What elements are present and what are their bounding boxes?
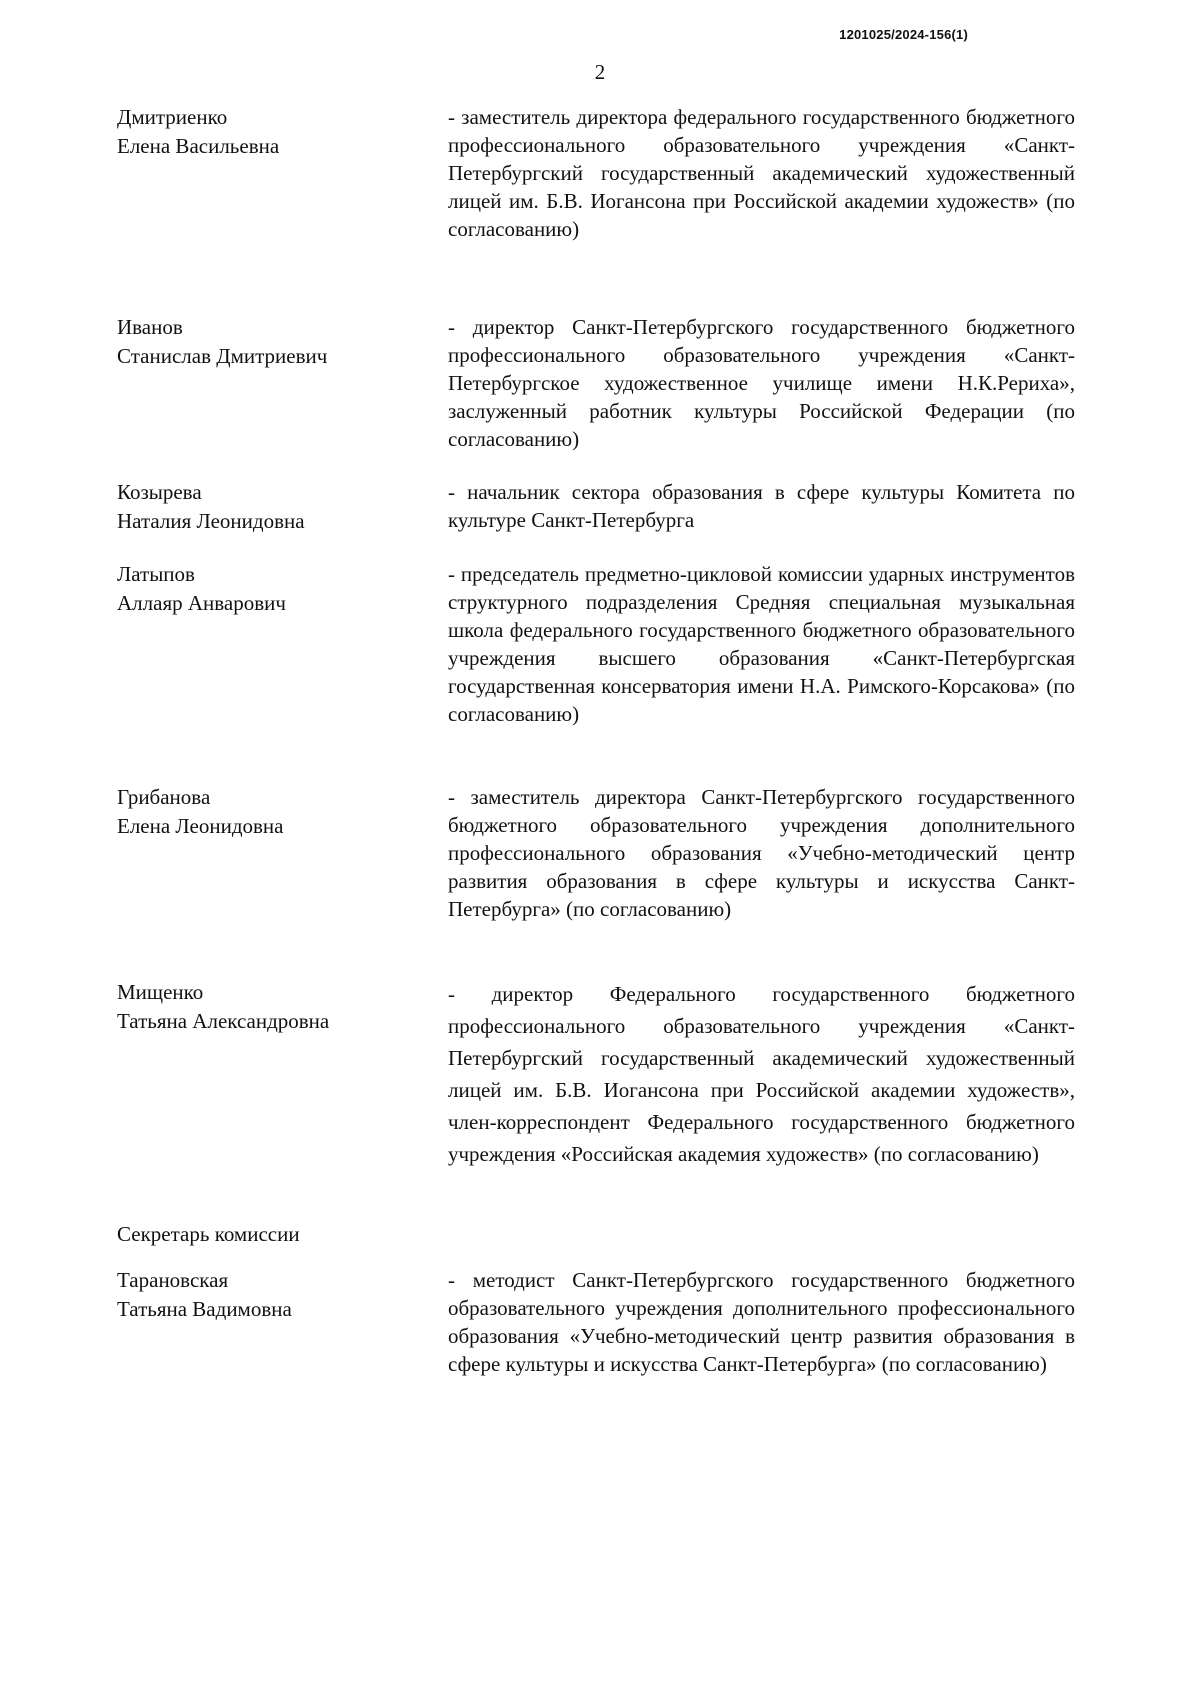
secretary-surname: Тарановская [117, 1268, 229, 1292]
member-role: - директор Федерального государственного бюджетного профессионального образовательного учреждения «Санкт-Петербургский государственный академический художественный лицей им. Б.В. Иогансона при Российской академии художеств», член-корреспондент Федерального государственного бюджетного учреждения «Российская академия художеств» (по согласованию) [448, 982, 1075, 1166]
member-surname: Латыпов [117, 562, 195, 586]
secretary-role: - методист Санкт-Петербургского государственного бюджетного образовательного учреждения дополнительного профессионального образования «Учебно-методический центр развития образования в сфере культуры и искусства Санкт-Петербурга» (по согласованию) [448, 1268, 1075, 1376]
member-role: - начальник сектора образования в сфере культуры Комитета по культуре Санкт-Петербурга [448, 480, 1075, 532]
secretary-given-names: Татьяна Вадимовна [117, 1297, 292, 1321]
member-surname: Мищенко [117, 980, 204, 1004]
member-given-names: Елена Васильевна [117, 134, 280, 158]
secretary-name [117, 1266, 437, 1324]
member-given-names: Станислав Дмитриевич [117, 344, 328, 368]
member-name [117, 478, 437, 536]
document-id: 1201025/2024-156(1) [839, 27, 968, 42]
member-surname: Грибанова [117, 785, 211, 809]
member-given-names: Татьяна Александровна [117, 1009, 330, 1033]
member-role: - директор Санкт-Петербургского государственного бюджетного профессионального образовательного учреждения «Санкт-Петербургское художественное училище имени Н.К.Рериха», заслуженный работник культуры Российской Федерации (по согласованию) [448, 315, 1075, 451]
member-surname: Козырева [117, 480, 202, 504]
secretary-label: Секретарь комиссии [117, 1222, 300, 1246]
member-name [117, 978, 437, 1036]
member-name [117, 313, 437, 371]
member-name [117, 783, 437, 841]
member-role: - заместитель директора федерального государственного бюджетного профессионального образовательного учреждения «Санкт-Петербургский государственный академический художественный лицей им. Б.В. Иогансона при Российской академии художеств» (по согласованию) [448, 105, 1075, 241]
member-surname: Дмитриенко [117, 105, 228, 129]
member-given-names: Елена Леонидовна [117, 814, 284, 838]
page-number: 2 [594, 60, 606, 84]
member-name [117, 560, 437, 618]
member-name [117, 103, 437, 161]
member-given-names: Аллаяр Анварович [117, 591, 286, 615]
member-role: - заместитель директора Санкт-Петербургского государственного бюджетного образовательного учреждения дополнительного профессионального образования «Учебно-методический центр развития образования в сфере культуры и искусства Санкт-Петербурга» (по согласованию) [448, 785, 1075, 921]
member-given-names: Наталия Леонидовна [117, 509, 305, 533]
member-role: - председатель предметно-цикловой комиссии ударных инструментов структурного подразделения Средняя специальная музыкальная школа федерального государственного бюджетного образовательного учреждения высшего образования «Санкт-Петербургская государственная консерватория имени Н.А. Римского-Корсакова» (по согласованию) [448, 562, 1075, 726]
member-surname: Иванов [117, 315, 183, 339]
